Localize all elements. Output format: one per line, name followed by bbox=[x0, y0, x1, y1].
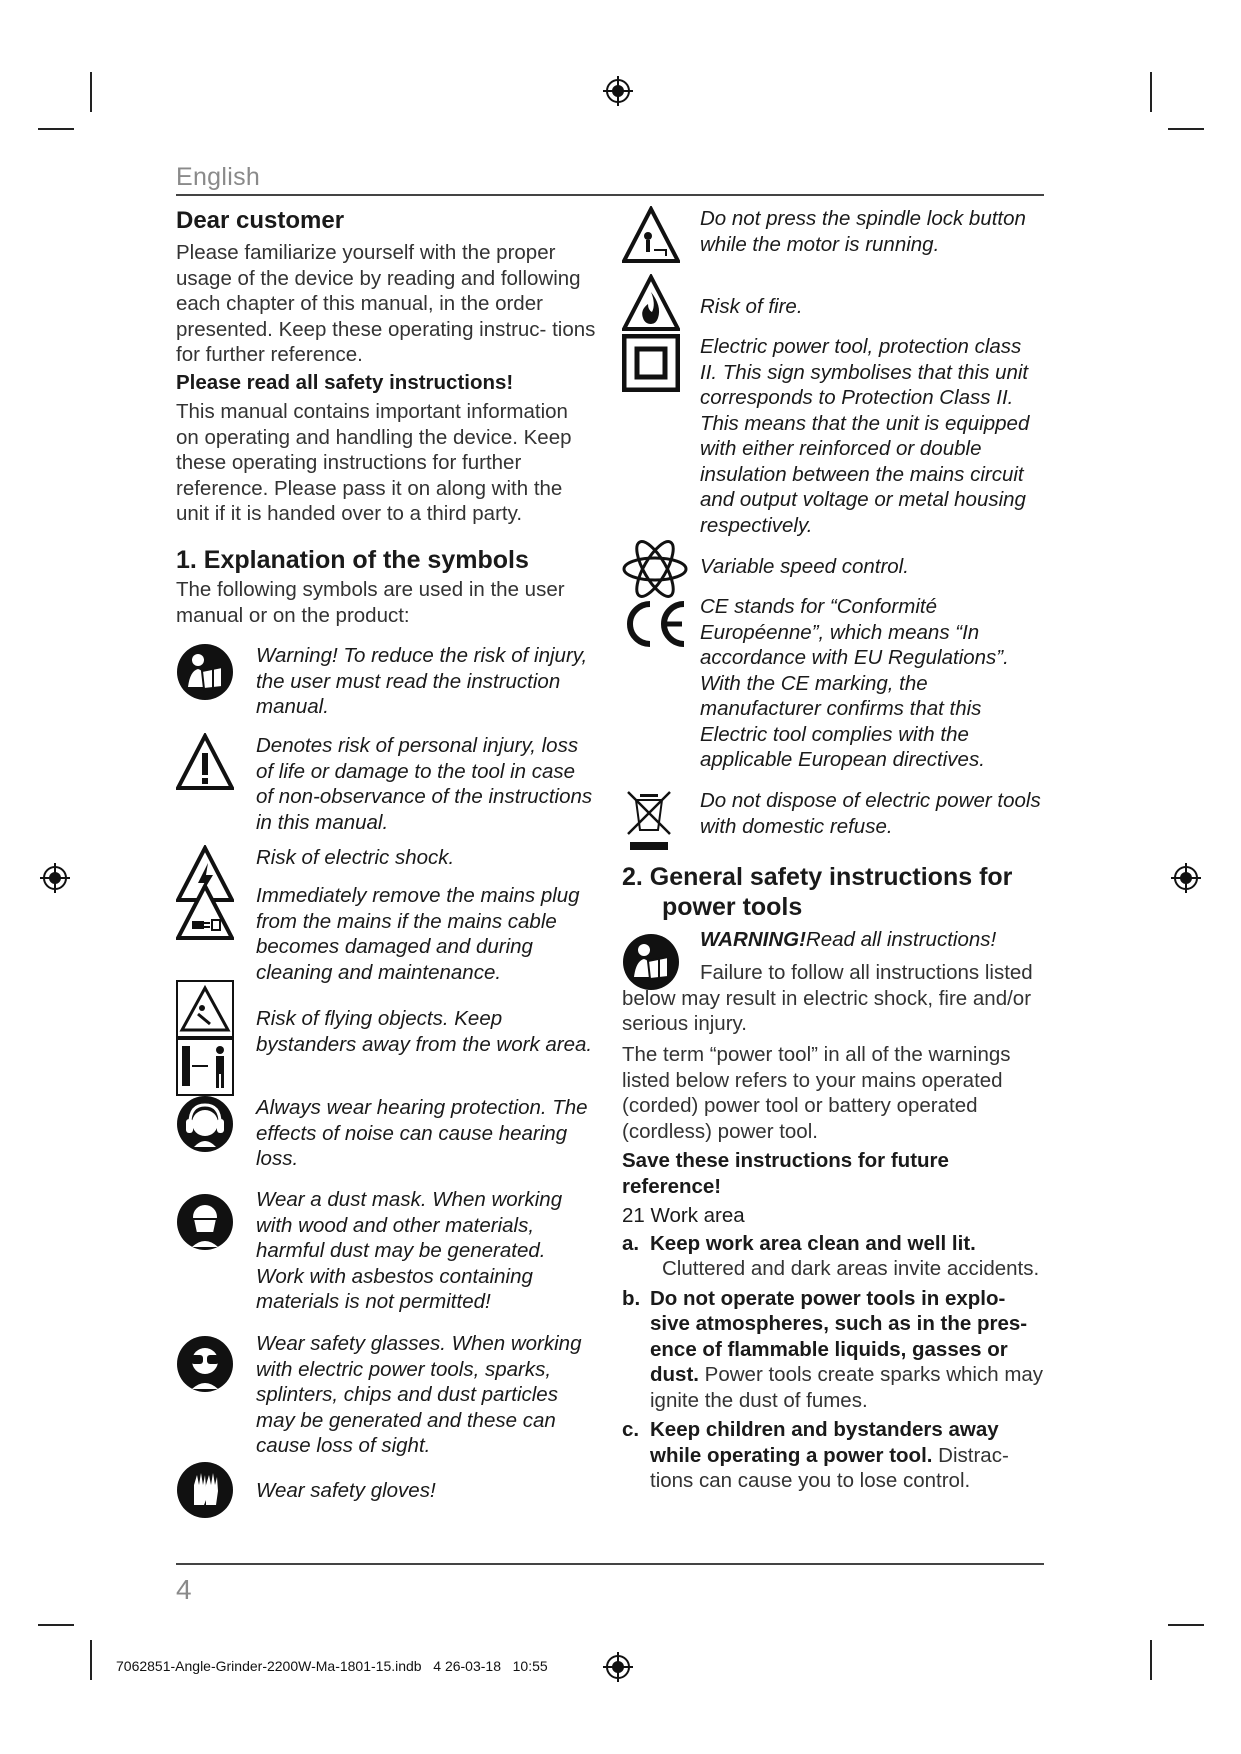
crop-mark bbox=[90, 72, 92, 112]
list-item-bold: Keep children and bystanders away while operating a power tool. bbox=[650, 1418, 999, 1467]
list-letter: c. bbox=[622, 1418, 640, 1441]
weee-bin-icon bbox=[622, 788, 680, 852]
intro-block bbox=[176, 206, 596, 527]
safety-gloves-icon bbox=[176, 1461, 234, 1519]
registration-mark-icon bbox=[1171, 863, 1201, 893]
header-language: English bbox=[176, 163, 261, 191]
warning-triangle-icon bbox=[176, 733, 234, 791]
symbol-row bbox=[176, 980, 596, 1098]
crop-mark bbox=[1150, 1640, 1152, 1680]
spindle-lock-icon bbox=[622, 206, 680, 264]
list-item bbox=[622, 1286, 1047, 1414]
read-manual-icon bbox=[176, 643, 234, 701]
registration-mark-icon bbox=[40, 863, 70, 893]
list-item-body bbox=[650, 1286, 1047, 1414]
symbol-text: Denotes risk of personal injury, loss of life or damage to the tool in case of non-observance of the instructions in this manual. bbox=[256, 734, 593, 834]
variable-speed-icon bbox=[622, 540, 688, 598]
symbol-text: Variable speed control. bbox=[700, 555, 909, 578]
symbol-row bbox=[622, 540, 1042, 598]
crop-mark bbox=[1168, 1624, 1204, 1626]
fire-icon bbox=[622, 274, 680, 332]
symbol-text: Immediately remove the mains plug from the mains if the mains cable becomes damaged and during cleaning and maintenance. bbox=[256, 884, 580, 984]
intro-para1: Please familiarize yourself with the proper usage of the device by reading and following each chapter of this manual, in the order presented. Keep these operating instruc- tions for further reference. bbox=[176, 241, 596, 366]
list-item bbox=[622, 1417, 1047, 1494]
intro-para2: This manual contains important information on operating and handling the device. Keep these operating instructions for further reference. Please pass it on along with the unit if it is handed over to a third party. bbox=[176, 400, 572, 525]
section1-intro: The following symbols are used in the user manual or on the product: bbox=[176, 578, 565, 627]
dust-mask-icon bbox=[176, 1193, 234, 1251]
list-item-rest: Cluttered and dark areas invite accidents. bbox=[662, 1257, 1040, 1280]
section2-body bbox=[622, 1042, 1047, 1494]
list-item-rest: Distrac- tions can cause you to lose control. bbox=[650, 1443, 1009, 1492]
section2-title bbox=[622, 862, 1047, 922]
list-item-bold: Do not operate power tools in explo- sive atmospheres, such as in the pres- ence of flammable liquids, gasses or dust. bbox=[650, 1286, 1028, 1386]
registration-mark-icon bbox=[603, 1652, 633, 1682]
list-item-rest: Power tools create sparks which may ignite the dust of fumes. bbox=[650, 1363, 1044, 1412]
list-item-body bbox=[650, 1417, 1047, 1494]
symbol-row bbox=[176, 1095, 596, 1172]
symbol-text: Wear a dust mask. When working with wood and other materials, harmful dust may be generated. Work with asbestos containing materials is not permitted! bbox=[256, 1188, 563, 1313]
print-info: 7062851-Angle-Grinder-2200W-Ma-1801-15.indb 4 26-03-18 10:55 bbox=[116, 1658, 548, 1674]
section1-heading-block bbox=[176, 545, 596, 628]
page-number: 4 bbox=[176, 1574, 192, 1605]
protection-class-ii-icon bbox=[622, 334, 680, 392]
flying-objects-icon bbox=[176, 980, 234, 1098]
symbol-row bbox=[622, 206, 1042, 264]
section2-block bbox=[622, 862, 1047, 922]
symbol-row bbox=[176, 1187, 596, 1315]
crop-mark bbox=[1150, 72, 1152, 112]
list-item-body bbox=[650, 1231, 1039, 1282]
term-para: The term “power tool” in all of the warnings listed below refers to your mains operated (corded) power tool or battery operated (cordless) power tool. bbox=[622, 1043, 1011, 1143]
crop-mark bbox=[38, 1624, 74, 1626]
list-item bbox=[622, 1231, 1047, 1282]
symbol-text: Risk of fire. bbox=[700, 295, 803, 318]
registration-mark-icon bbox=[603, 76, 633, 106]
symbol-text: Wear safety gloves! bbox=[256, 1479, 436, 1502]
warning-rest: Read all instructions! bbox=[805, 928, 997, 951]
header-rule bbox=[176, 194, 1044, 196]
safety-glasses-icon bbox=[176, 1335, 234, 1393]
crop-mark bbox=[90, 1640, 92, 1680]
list-letter: a. bbox=[622, 1231, 640, 1255]
symbol-text: Risk of flying objects. Keep bystanders away from the work area. bbox=[256, 1007, 593, 1056]
symbol-row bbox=[622, 334, 1042, 538]
warning-bold: WARNING! bbox=[700, 928, 806, 951]
symbol-text: Risk of electric shock. bbox=[256, 846, 455, 869]
symbol-text: Always wear hearing protection. The effects of noise can cause hearing loss. bbox=[256, 1096, 588, 1170]
symbol-row bbox=[622, 788, 1042, 852]
save-instructions: Save these instructions for future reference! bbox=[622, 1149, 949, 1198]
warning-para bbox=[622, 960, 1047, 1037]
list-item-bold: Keep work area clean and well lit. bbox=[650, 1231, 976, 1255]
section2-title-line2: power tools bbox=[662, 893, 803, 921]
symbol-row bbox=[176, 883, 596, 985]
hearing-protection-icon bbox=[176, 1095, 234, 1153]
symbol-text: Do not press the spindle lock button while the motor is running. bbox=[700, 207, 1026, 256]
symbol-text: Electric power tool, protection class II. This sign symbolises that this unit corresponds to Protection Class II. This means that the unit is equipped with either reinforced or double insulation between the mains circuit and output voltage or metal housing respectively. bbox=[700, 335, 1030, 537]
symbol-row bbox=[176, 1331, 596, 1459]
symbol-text: CE stands for “Conformité Européenne”, which means “In accordance with EU Regulations”. With the CE marking, the manufacturer confirms that this Electric tool complies with the applicable European directives. bbox=[700, 595, 1009, 771]
symbol-row bbox=[622, 274, 1042, 332]
footer-rule bbox=[176, 1563, 1044, 1565]
intro-bold: Please read all safety instructions! bbox=[176, 370, 514, 394]
warning-line bbox=[700, 927, 996, 953]
symbol-row bbox=[176, 643, 596, 720]
crop-mark bbox=[38, 128, 74, 130]
symbol-text: Wear safety glasses. When working with electric power tools, sparks, splinters, chips and dust particles may be generated and these can cause loss of sight. bbox=[256, 1332, 582, 1457]
warning-para-text: Failure to follow all instructions listed below may result in electric shock, fire and/or serious injury. bbox=[622, 961, 1033, 1035]
ce-mark-icon bbox=[622, 594, 688, 654]
symbol-row bbox=[176, 733, 596, 835]
symbol-row bbox=[176, 1461, 596, 1519]
section1-title: 1. Explanation of the symbols bbox=[176, 546, 529, 574]
intro-title: Dear customer bbox=[176, 207, 345, 234]
crop-mark bbox=[1168, 128, 1204, 130]
symbol-text: Warning! To reduce the risk of injury, the user must read the instruction manual. bbox=[256, 644, 588, 718]
work-area-heading: 21 Work area bbox=[622, 1204, 745, 1227]
section2-title-line1: 2. General safety instructions for bbox=[622, 863, 1013, 891]
symbol-text: Do not dispose of electric power tools with domestic refuse. bbox=[700, 789, 1041, 838]
symbol-row bbox=[622, 594, 1042, 773]
list-letter: b. bbox=[622, 1286, 641, 1310]
unplug-icon bbox=[176, 883, 234, 941]
